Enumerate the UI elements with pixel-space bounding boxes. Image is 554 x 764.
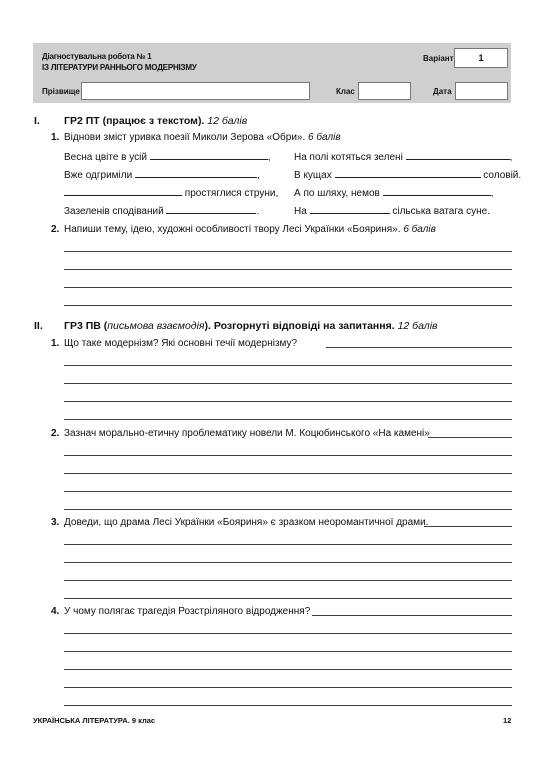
s2-question-3-text: Доведи, що драма Лесі Українки «Бояриня» є зразком неоромантичної драми. <box>64 517 429 528</box>
section-2-title-a: ГР3 ПВ ( <box>64 320 108 332</box>
poem-punct: , <box>267 152 271 163</box>
poem-text: В кущах <box>294 170 332 181</box>
poem-line-3-right <box>294 186 493 199</box>
title-line-1: Діагностувальна робота № 1 <box>42 52 152 61</box>
fill-blank[interactable] <box>335 168 481 178</box>
s2-question-2-number: 2. <box>51 428 60 439</box>
question-2-prompt: Напиши тему, ідею, художні особливості твору Лесі Українки «Бояриня». <box>64 224 401 235</box>
question-1-text <box>64 132 341 143</box>
poem-text: На <box>294 206 307 217</box>
s2-question-3-number: 3. <box>51 517 60 528</box>
answer-line[interactable] <box>64 633 512 634</box>
section-2-title <box>64 320 438 332</box>
fill-blank[interactable] <box>64 186 182 196</box>
answer-line[interactable] <box>64 705 512 706</box>
poem-line-3-left <box>64 186 278 199</box>
poem-line-2-left <box>64 168 260 181</box>
surname-field[interactable] <box>81 82 310 100</box>
worksheet-title <box>42 51 197 73</box>
poem-text: Вже одгриміли <box>64 170 133 181</box>
answer-line[interactable] <box>64 669 512 670</box>
poem-punct: соловій. <box>483 170 522 181</box>
answer-line[interactable] <box>64 509 512 510</box>
answer-line[interactable] <box>64 383 512 384</box>
footer-subject: УКРАЇНСЬКА ЛІТЕРАТУРА. 9 клас <box>33 716 156 725</box>
poem-punct: , <box>490 188 494 199</box>
section-2-number: II. <box>34 320 43 332</box>
answer-line[interactable] <box>64 401 512 402</box>
variant-field[interactable]: 1 <box>454 48 508 68</box>
answer-line[interactable] <box>64 365 512 366</box>
section-2-title-b: ). Розгорнуті відповіді на запитання. <box>204 320 395 332</box>
section-1-points: 12 балів <box>207 115 248 127</box>
section-1-title-text: ГР2 ПТ (працює з текстом). <box>64 115 205 127</box>
poem-line-4-left <box>64 204 259 217</box>
section-2-points: 12 балів <box>397 320 438 332</box>
class-label: Клас <box>336 87 355 96</box>
surname-label: Прізвище <box>42 87 80 96</box>
poem-text: простяглися струни, <box>184 188 279 199</box>
s2-question-4-number: 4. <box>51 606 60 617</box>
title-line-2: ІЗ ЛІТЕРАТУРИ РАННЬОГО МОДЕРНІЗМУ <box>42 63 197 72</box>
answer-line[interactable] <box>64 687 512 688</box>
poem-text: А по шляху, немов <box>294 188 380 199</box>
question-1-number: 1. <box>51 132 60 143</box>
fill-blank[interactable] <box>166 204 256 214</box>
answer-line[interactable] <box>64 269 512 270</box>
fill-blank[interactable] <box>150 150 268 160</box>
answer-line[interactable] <box>64 491 512 492</box>
question-1-points: 6 балів <box>308 132 341 143</box>
question-1-prompt: Віднови зміст уривка поезії Миколи Зерова «Обри». <box>64 132 306 143</box>
poem-punct: , <box>256 170 260 181</box>
section-1-number: I. <box>34 115 40 127</box>
poem-text: На полі котяться зелені <box>294 152 403 163</box>
s2-question-1-text: Що таке модернізм? Які основні течії модернізму? <box>64 338 298 349</box>
poem-line-1-right <box>294 150 512 163</box>
answer-line[interactable] <box>64 473 512 474</box>
variant-label: Варіант <box>423 54 454 63</box>
answer-line[interactable] <box>64 251 512 252</box>
s2-question-2-text: Зазнач морально-етичну проблематику новели М. Коцюбинського «На камені» <box>64 428 430 439</box>
question-2-number: 2. <box>51 224 60 235</box>
s2-question-4-text: У чому полягає трагедія Розстріляного відродження? <box>64 606 311 617</box>
section-2-title-italic: письмова взаємодія <box>107 320 205 332</box>
answer-line[interactable] <box>64 598 512 599</box>
poem-line-1-left <box>64 150 271 163</box>
question-2-text <box>64 224 436 235</box>
question-2-points: 6 балів <box>403 224 436 235</box>
fill-blank[interactable] <box>310 204 390 214</box>
page-number: 12 <box>503 716 512 725</box>
class-field[interactable] <box>358 82 411 100</box>
answer-line[interactable] <box>64 580 512 581</box>
answer-line[interactable] <box>64 305 512 306</box>
poem-line-4-right <box>294 204 490 217</box>
poem-text: Весна цвіте в усій <box>64 152 147 163</box>
answer-line[interactable] <box>64 651 512 652</box>
fill-blank[interactable] <box>406 150 510 160</box>
section-1-title <box>64 115 247 127</box>
answer-line[interactable] <box>424 526 512 527</box>
answer-line[interactable] <box>64 562 512 563</box>
poem-punct: . <box>256 206 260 217</box>
fill-blank[interactable] <box>383 186 491 196</box>
poem-punct: , <box>509 152 513 163</box>
fill-blank[interactable] <box>135 168 257 178</box>
answer-line[interactable] <box>64 544 512 545</box>
s2-question-1-number: 1. <box>51 338 60 349</box>
answer-line[interactable] <box>326 347 512 348</box>
answer-line[interactable] <box>64 287 512 288</box>
poem-text: Зазеленів сподіваний <box>64 206 164 217</box>
answer-line[interactable] <box>312 615 512 616</box>
poem-punct: сільська ватага суне. <box>392 206 490 217</box>
date-label: Дата <box>433 87 452 96</box>
answer-line[interactable] <box>64 419 512 420</box>
answer-line[interactable] <box>64 455 512 456</box>
date-field[interactable] <box>455 82 508 100</box>
poem-line-2-right <box>294 168 521 181</box>
answer-line[interactable] <box>428 437 512 438</box>
